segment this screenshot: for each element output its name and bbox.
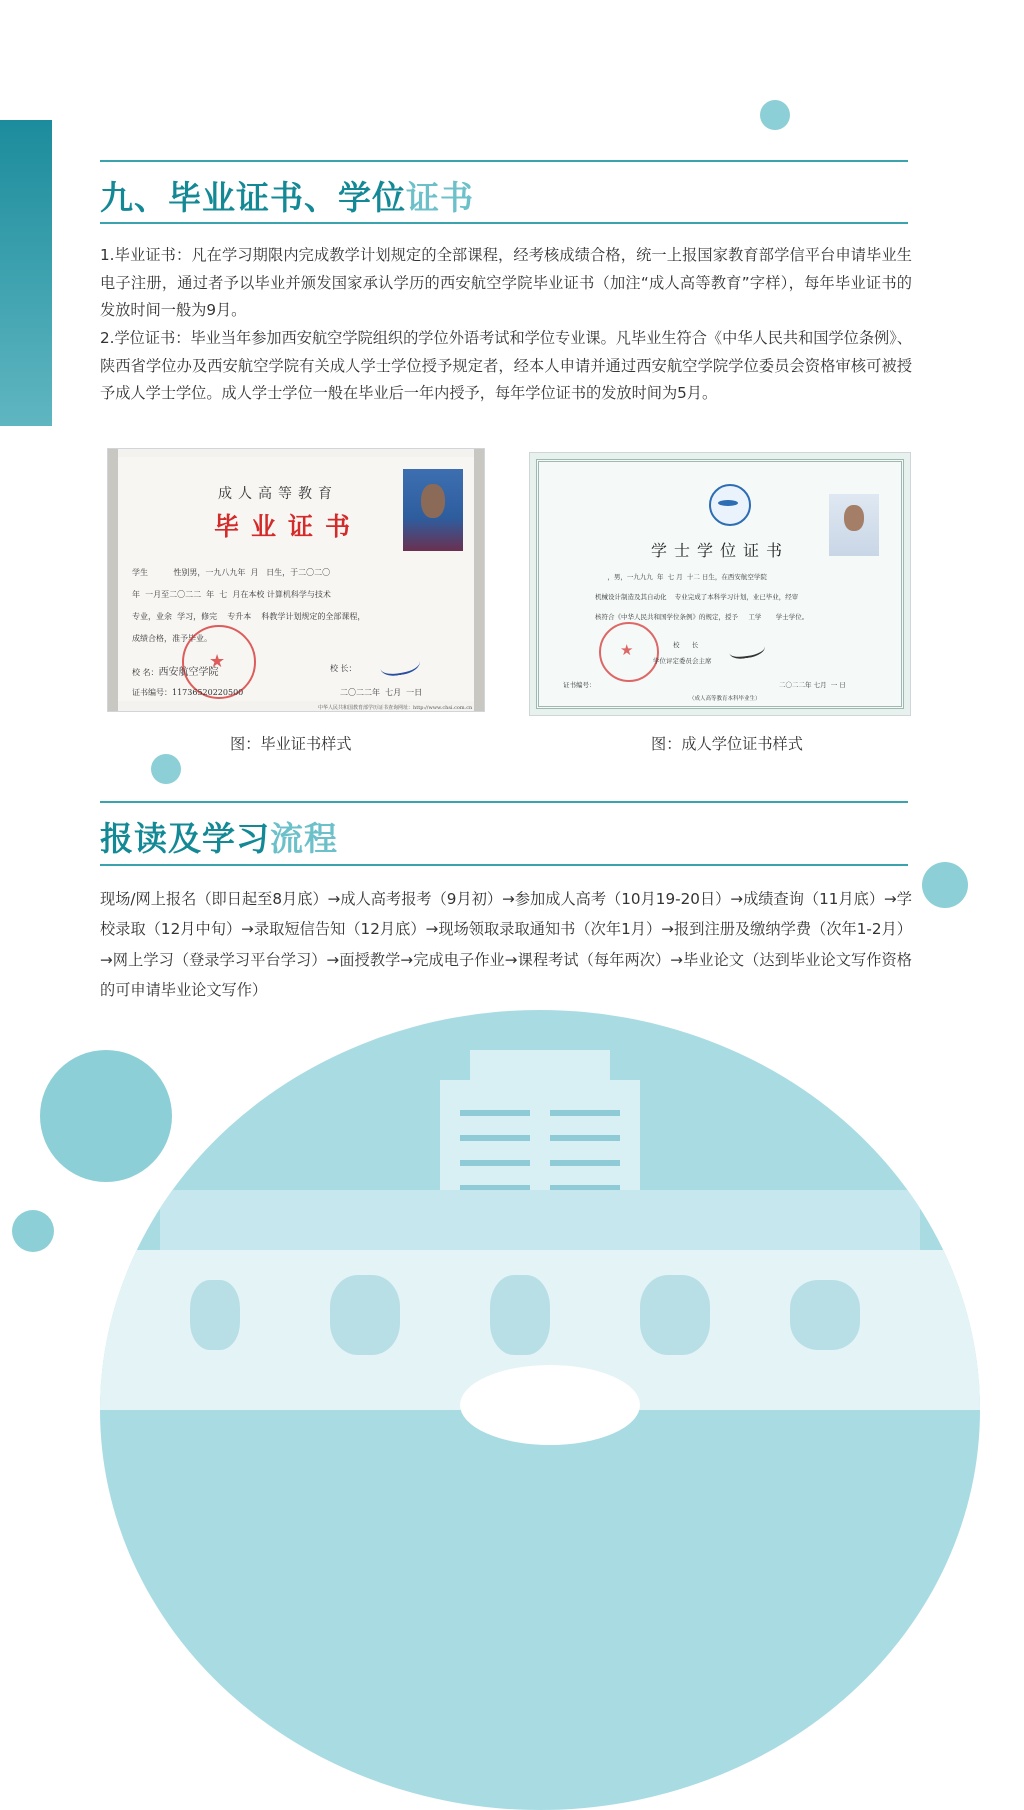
cert-line: 机械设计制造及其自动化 专业完成了本科学习计划，业已毕业，经审 xyxy=(595,593,799,601)
caption-degree-cert: 图：成人学位证书样式 xyxy=(651,735,803,753)
cert-header: 成人高等教育 xyxy=(218,486,338,502)
graduate-note: （成人高等教育本科毕业生） xyxy=(689,696,761,702)
principal-label: 校 长： xyxy=(330,664,357,673)
section-title-main: 报读及学习 xyxy=(100,819,270,858)
title-rule-top xyxy=(100,160,908,162)
caption-graduation-cert: 图：毕业证书样式 xyxy=(230,735,352,753)
decorative-circle xyxy=(922,862,968,908)
issue-date: 二〇二二年 七月 一日 xyxy=(340,688,423,697)
section-title-main: 九、毕业证书、学位 xyxy=(100,178,406,217)
side-accent-bar xyxy=(0,120,52,426)
title-rule-top xyxy=(100,801,908,803)
paragraph-degree-cert xyxy=(100,325,912,408)
principal-signature xyxy=(728,638,766,661)
cert-title: 毕业证书 xyxy=(214,512,363,541)
cert-number: 11736520220500 xyxy=(172,688,244,697)
issue-date: 二〇二二年 七月 一 日 xyxy=(779,681,846,689)
cert-title: 学士学位证书 xyxy=(651,541,790,560)
section-title-process xyxy=(100,813,338,860)
paragraph-text: 1.毕业证书：凡在学习期限内完成教学计划规定的全部课程，经考核成绩合格，统一上报国家教育部学信平台申请毕业生电子注册，通过者予以毕业并颁发国家承认学历的西安航空学院毕业证书（加注“成人高等教育”字样），每年毕业证书的发放时间一般为9月。 xyxy=(100,246,912,320)
principal-signature xyxy=(379,650,422,677)
school-name: 西安航空学院 xyxy=(158,667,219,678)
graduation-certificate-image xyxy=(107,448,485,712)
school-label: 校 名： xyxy=(132,668,159,677)
student-photo xyxy=(829,494,879,556)
title-rule-bottom xyxy=(100,864,908,866)
cert-line: 年 一月至二〇二二 年 七 月在本校 计算机科学与技术 xyxy=(132,590,331,599)
paragraph-text: 2.学位证书：毕业当年参加西安航空学院组织的学位外语考试和学位专业课。凡毕业生符合《中华人民共和国学位条例》、陕西省学位办及西安航空学院有关成人学士学位授予规定者，经本人申请并通过西安航空学院学位委员会资格审核可被授予成人学士学位。成人学士学位一般在毕业后一年内授予，每年学位证书的发放时间为5月。 xyxy=(100,329,912,403)
cert-line: 专业，业余 学习，修完 专升本 科教学计划规定的全部课程， xyxy=(132,612,366,621)
principal-label: 校 长 xyxy=(673,641,699,649)
cert-line: 学生 性别男，一九八九年 月 日生，于二〇二〇 xyxy=(132,568,331,577)
degree-certificate-image xyxy=(529,452,911,716)
section-title-accent: 流程 xyxy=(270,819,338,858)
cert-number-label: 证书编号： xyxy=(132,688,172,697)
school-emblem-icon xyxy=(709,484,751,526)
campus-illustration xyxy=(100,1010,980,1810)
section-title-accent: 证书 xyxy=(406,178,474,217)
cert-footer: 中华人民共和国教育部学历证书查询网址：http://www.chsi.com.cn xyxy=(318,705,473,711)
decorative-circle xyxy=(40,1050,172,1182)
paragraph-graduation-cert xyxy=(100,242,912,325)
seal-stamp: ★ xyxy=(182,625,256,699)
cert-line: ，男，一九九九 年 七 月 十二 日生，在西安航空学院 xyxy=(595,573,767,581)
section-title-certificates xyxy=(100,172,474,219)
seal-stamp: ★ xyxy=(599,622,659,682)
enrollment-process-text: 现场/网上报名（即日起至8月底）→成人高考报考（9月初）→参加成人高考（10月19-20日）→成绩查询（11月底）→学校录取（12月中旬）→录取短信告知（12月底）→现场领取录取通知书（次年1月）→报到注册及缴纳学费（次年1-2月）→网上学习（登录学习平台学习）→面授教学→完成电子作业→课程考试（每年两次）→毕业论文（达到毕业论文写作资格的可申请毕业论文写作） xyxy=(100,890,912,1000)
student-photo xyxy=(403,469,463,551)
decorative-circle xyxy=(760,100,790,130)
decorative-circle xyxy=(151,754,181,784)
title-rule-bottom xyxy=(100,222,908,224)
cert-number-label: 证书编号： xyxy=(563,681,596,689)
cert-line: 核符合《中华人民共和国学位条例》的规定，授予 工学 学士学位。 xyxy=(595,613,809,621)
decorative-circle xyxy=(12,1210,54,1252)
committee-chair-label: 学位评定委员会主席 xyxy=(653,657,712,665)
cert-line: 成绩合格，准予毕业。 xyxy=(132,634,212,643)
